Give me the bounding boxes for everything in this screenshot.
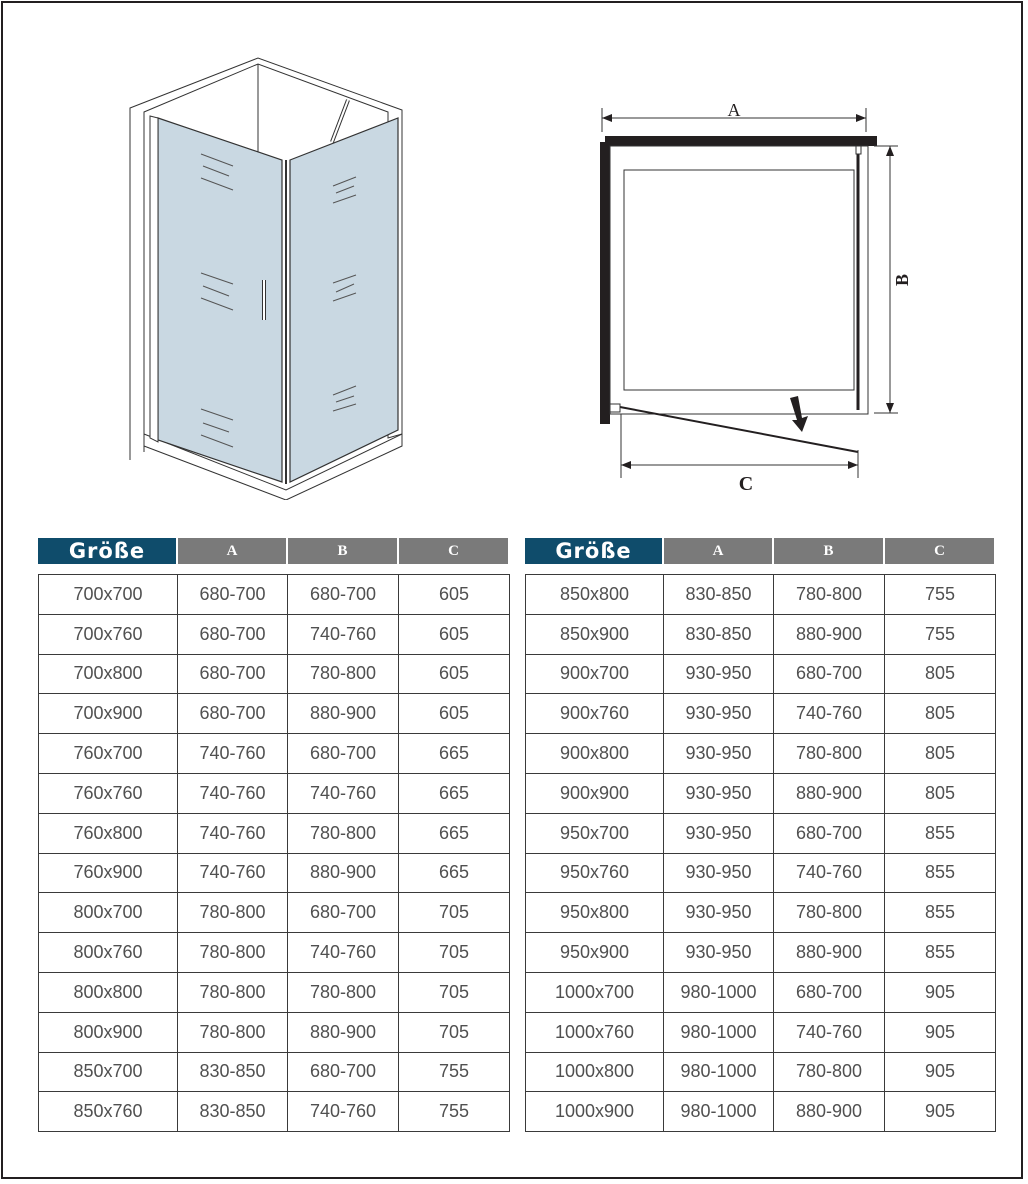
cell-size: 850x900 [559,623,630,644]
cell-c: 705 [398,893,509,932]
cell-c: 805 [884,655,995,694]
table-header [38,538,510,564]
cell-a: 830-850 [177,1092,287,1131]
cell-size: 1000x700 [554,981,635,1002]
header-size: Größe [525,538,662,564]
cell-b: 880-900 [773,774,884,813]
cell-b: 740-760 [773,694,884,733]
shower-isometric-illustration [110,50,430,500]
cell-a: 740-760 [177,774,287,813]
cell-b: 740-760 [287,774,398,813]
cell-a: 740-760 [177,734,287,773]
cell-b: 740-760 [287,615,398,654]
cell-c: 905 [884,1013,995,1052]
cell-a: 930-950 [663,854,773,893]
cell-size: 850x760 [73,1101,143,1122]
cell-a: 680-700 [177,694,287,733]
cell-a: 740-760 [177,854,287,893]
cell-c: 605 [398,615,509,654]
table-row [526,774,995,814]
cell-b: 740-760 [773,854,884,893]
table-row [39,575,509,615]
cell-size: 700x760 [73,623,143,644]
cell-b: 680-700 [287,1053,398,1092]
cell-c: 705 [398,933,509,972]
cell-a: 680-700 [177,615,287,654]
cell-b: 780-800 [287,814,398,853]
shower-plan-dimension-diagram [580,80,930,500]
cell-c: 805 [884,694,995,733]
header-b: B [286,538,397,564]
table-row [526,854,995,894]
table-row [39,694,509,734]
cell-size: 900x800 [559,743,630,764]
cell-c: 905 [884,1053,995,1092]
size-table-left [38,538,510,1132]
cell-a: 780-800 [177,973,287,1012]
cell-c: 665 [398,854,509,893]
cell-a: 930-950 [663,734,773,773]
table-row [39,734,509,774]
table-body [525,574,996,1132]
table-row [526,575,995,615]
cell-b: 880-900 [773,933,884,972]
table-row [526,1053,995,1093]
cell-c: 605 [398,694,509,733]
cell-b: 680-700 [773,814,884,853]
cell-size: 760x700 [73,743,143,764]
cell-a: 930-950 [663,893,773,932]
cell-c: 665 [398,814,509,853]
table-row [526,1092,995,1132]
cell-b: 780-800 [287,655,398,694]
size-table-right [525,538,996,1132]
cell-size: 1000x800 [554,1061,635,1082]
header-size: Größe [38,538,176,564]
cell-c: 665 [398,774,509,813]
cell-c: 605 [398,655,509,694]
cell-a: 980-1000 [663,1053,773,1092]
cell-c: 855 [884,933,995,972]
cell-size: 800x800 [73,981,143,1002]
dimension-label-b: B [892,273,912,287]
cell-b: 740-760 [287,1092,398,1131]
cell-a: 780-800 [177,1013,287,1052]
cell-size: 900x900 [559,782,630,803]
cell-a: 930-950 [663,694,773,733]
cell-a: 680-700 [177,575,287,614]
cell-c: 855 [884,814,995,853]
cell-b: 880-900 [773,615,884,654]
cell-size: 800x900 [73,1021,143,1042]
cell-a: 930-950 [663,655,773,694]
cell-size: 760x900 [73,862,143,883]
table-row [39,854,509,894]
cell-b: 680-700 [287,575,398,614]
table-row [526,694,995,734]
cell-b: 740-760 [287,933,398,972]
header-b: B [772,538,883,564]
table-row [526,814,995,854]
table-row [39,615,509,655]
cell-size: 1000x760 [554,1021,635,1042]
cell-a: 980-1000 [663,1013,773,1052]
cell-c: 855 [884,893,995,932]
table-row [39,973,509,1013]
cell-size: 700x700 [73,583,143,604]
cell-b: 780-800 [773,734,884,773]
cell-b: 780-800 [773,1053,884,1092]
cell-size: 700x900 [73,703,143,724]
cell-size: 850x700 [73,1061,143,1082]
cell-c: 805 [884,774,995,813]
cell-c: 755 [884,615,995,654]
cell-a: 930-950 [663,774,773,813]
cell-a: 830-850 [663,615,773,654]
cell-size: 950x900 [559,942,630,963]
cell-b: 880-900 [773,1092,884,1131]
cell-c: 665 [398,734,509,773]
table-row [526,734,995,774]
cell-size: 760x800 [73,822,143,843]
header-c: C [883,538,994,564]
cell-b: 780-800 [773,893,884,932]
table-row [526,615,995,655]
cell-b: 780-800 [287,973,398,1012]
cell-c: 705 [398,1013,509,1052]
cell-a: 740-760 [177,814,287,853]
cell-a: 780-800 [177,933,287,972]
cell-size: 800x700 [73,902,143,923]
cell-a: 980-1000 [663,973,773,1012]
cell-size: 800x760 [73,942,143,963]
cell-c: 755 [398,1092,509,1131]
cell-size: 1000x900 [554,1101,635,1122]
table-row [39,933,509,973]
cell-c: 605 [398,575,509,614]
cell-a: 830-850 [663,575,773,614]
cell-b: 680-700 [773,973,884,1012]
table-row [526,893,995,933]
cell-c: 855 [884,854,995,893]
header-c: C [397,538,508,564]
cell-size: 900x700 [559,663,630,684]
cell-size: 950x760 [559,862,630,883]
cell-b: 680-700 [773,655,884,694]
dimension-label-c: C [738,473,754,495]
table-body [38,574,510,1132]
cell-size: 950x800 [559,902,630,923]
table-row [526,1013,995,1053]
table-row [526,933,995,973]
dimension-label-a: A [727,100,741,120]
cell-c: 705 [398,973,509,1012]
cell-b: 680-700 [287,893,398,932]
table-row [39,1092,509,1132]
cell-a: 830-850 [177,1053,287,1092]
cell-a: 930-950 [663,933,773,972]
table-row [39,655,509,695]
cell-a: 680-700 [177,655,287,694]
cell-b: 740-760 [773,1013,884,1052]
table-row [39,774,509,814]
table-row [39,814,509,854]
cell-b: 880-900 [287,694,398,733]
cell-size: 700x800 [73,663,143,684]
cell-b: 880-900 [287,1013,398,1052]
cell-b: 880-900 [287,854,398,893]
cell-b: 780-800 [773,575,884,614]
cell-c: 805 [884,734,995,773]
table-row [39,893,509,933]
header-a: A [662,538,772,564]
header-a: A [176,538,286,564]
table-header [525,538,996,564]
table-row [526,655,995,695]
table-row [526,973,995,1013]
cell-a: 930-950 [663,814,773,853]
cell-a: 780-800 [177,893,287,932]
cell-b: 680-700 [287,734,398,773]
cell-c: 755 [398,1053,509,1092]
cell-a: 980-1000 [663,1092,773,1131]
table-row [39,1053,509,1093]
cell-c: 905 [884,973,995,1012]
cell-size: 900x760 [559,703,630,724]
cell-size: 760x760 [73,782,143,803]
cell-size: 950x700 [559,822,630,843]
cell-c: 755 [884,575,995,614]
table-row [39,1013,509,1053]
cell-size: 850x800 [559,583,630,604]
cell-c: 905 [884,1092,995,1131]
